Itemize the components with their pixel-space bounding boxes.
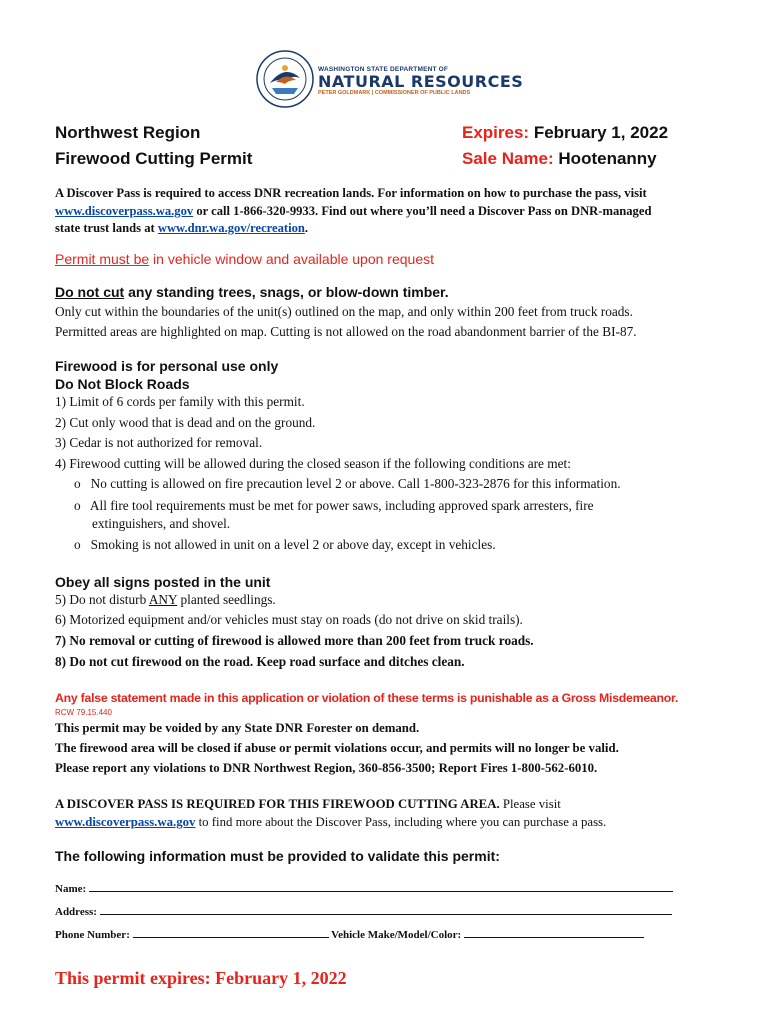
bullet-marker: o	[74, 537, 81, 552]
rcw-reference: RCW 79.15.440	[55, 708, 112, 717]
void-notice: This permit may be voided by any State DNR Forester on demand.	[55, 721, 420, 735]
discover-required-line2-text: to find more about the Discover Pass, including where you can purchase a pass.	[195, 815, 607, 829]
permit-notice-underlined: Permit must be	[55, 251, 150, 267]
dnr-logo	[256, 50, 526, 112]
do-not-cut-line1: Only cut within the boundaries of the unit(s) outlined on the map, and only within 200 feet from truck roads.	[55, 304, 633, 319]
address-row	[55, 903, 672, 918]
sale-label: Sale Name:	[462, 149, 554, 168]
sale-header	[462, 149, 657, 169]
region-title: Northwest Region	[55, 123, 201, 142]
form-heading: The following information must be provided to validate this permit:	[55, 848, 500, 864]
sale-value: Hootenanny	[558, 149, 657, 168]
address-field[interactable]	[100, 903, 672, 915]
list-item: 2) Cut only wood that is dead and on the ground.	[55, 414, 316, 430]
bullet-text: All fire tool requirements must be met for power saws, including approved spark arresters, fire	[89, 498, 594, 513]
list-item: 3) Cedar is not authorized for removal.	[55, 435, 263, 450]
permit-title: Firewood Cutting Permit	[55, 149, 253, 168]
logo-department: WASHINGTON STATE DEPARTMENT OF	[318, 66, 449, 73]
recreation-link[interactable]: www.dnr.wa.gov/recreation	[157, 221, 305, 235]
discover-link[interactable]: www.discoverpass.wa.gov	[55, 204, 194, 218]
item5-start: 5) Do not disturb	[55, 592, 149, 607]
report-notice: Please report any violations to DNR Northwest Region, 360-856-3500; Report Fires 1-800-562-6010.	[55, 761, 598, 775]
phone-vehicle-row	[55, 926, 644, 941]
do-not-cut-line2: Permitted areas are highlighted on map. Cutting is not allowed on the road abandonment barrier of the BI-87.	[55, 324, 637, 339]
permit-notice-rest: in vehicle window and available upon request	[149, 251, 434, 267]
item5-any: ANY	[148, 592, 178, 607]
list-item: 8) Do not cut firewood on the road. Keep road surface and ditches clean.	[55, 654, 465, 669]
discover-intro-line2	[55, 204, 651, 219]
bullet-text: Smoking is not allowed in unit on a level 2 or above day, except in vehicles.	[90, 537, 496, 552]
name-label: Name:	[55, 883, 87, 895]
misdemeanor-warning: Any false statement made in this application or violation of these terms is punishable as a Gross Misdemeanor.	[55, 691, 679, 705]
phone-label: Phone Number:	[55, 929, 130, 941]
do-not-cut-rest: any standing trees, snags, or blow-down timber.	[124, 284, 449, 300]
list-item	[55, 592, 276, 608]
discover-intro-line3	[55, 221, 308, 236]
do-not-block-heading: Do Not Block Roads	[55, 376, 190, 392]
personal-use-heading: Firewood is for personal use only	[55, 358, 279, 374]
logo-name: NATURAL RESOURCES	[318, 72, 524, 91]
discover-required-line1	[55, 797, 561, 812]
discover-required-line2	[55, 815, 606, 830]
expires-header	[462, 123, 668, 143]
expires-label: Expires:	[462, 123, 530, 142]
list-item: 1) Limit of 6 cords per family with this permit.	[55, 394, 305, 409]
list-item	[74, 498, 594, 514]
bullet-marker: o	[74, 498, 81, 513]
permit-notice	[55, 251, 434, 267]
signs-heading: Obey all signs posted in the unit	[55, 574, 271, 590]
list-item: 6) Motorized equipment and/or vehicles must stay on roads (do not drive on skid trails).	[55, 612, 523, 627]
bullet-continuation: extinguishers, and shovel.	[92, 516, 231, 531]
discover-intro-line3-end: .	[304, 221, 309, 235]
expires-value: February 1, 2022	[533, 123, 669, 142]
dnr-seal-icon	[256, 50, 314, 108]
item5-end: planted seedlings.	[177, 592, 276, 607]
list-item: 4) Firewood cutting will be allowed during the closed season if the following conditions are met:	[55, 455, 571, 471]
list-item: 7) No removal or cutting of firewood is allowed more than 200 feet from truck roads.	[55, 633, 534, 648]
discover-intro-line2-text: or call 1-866-320-9933. Find out where you’ll need a Discover Pass on DNR-managed	[193, 204, 652, 218]
do-not-cut-underlined: Do not cut	[55, 284, 125, 300]
vehicle-field[interactable]	[464, 926, 644, 938]
rules-list	[55, 394, 571, 476]
discover-required-bold: A DISCOVER PASS IS REQUIRED FOR THIS FIREWOOD CUTTING AREA.	[55, 797, 500, 811]
list-item	[74, 537, 496, 553]
footer-expires: This permit expires: February 1, 2022	[55, 968, 347, 988]
logo-subtitle: PETER GOLDMARK | COMMISSIONER OF PUBLIC LANDS	[318, 90, 471, 96]
name-field[interactable]	[89, 880, 673, 892]
closure-notice: The firewood area will be closed if abuse or permit violations occur, and permits will no longer be valid.	[55, 741, 619, 755]
bullet-text: No cutting is allowed on fire precaution level 2 or above. Call 1-800-323-2876 for this information.	[90, 476, 621, 491]
discover-required-rest: Please visit	[499, 797, 561, 811]
do-not-cut-heading	[55, 284, 449, 300]
discover-intro-line1: A Discover Pass is required to access DNR recreation lands. For information on how to purchase the pass, visit	[55, 186, 647, 200]
bullet-marker: o	[74, 476, 81, 491]
name-row	[55, 880, 673, 895]
discover-link-2[interactable]: www.discoverpass.wa.gov	[55, 815, 196, 829]
discover-intro-line3-text: state trust lands at	[55, 221, 158, 235]
list-item	[74, 476, 621, 492]
vehicle-label: Vehicle Make/Model/Color:	[331, 929, 462, 941]
phone-field[interactable]	[133, 926, 329, 938]
address-label: Address:	[55, 906, 97, 918]
